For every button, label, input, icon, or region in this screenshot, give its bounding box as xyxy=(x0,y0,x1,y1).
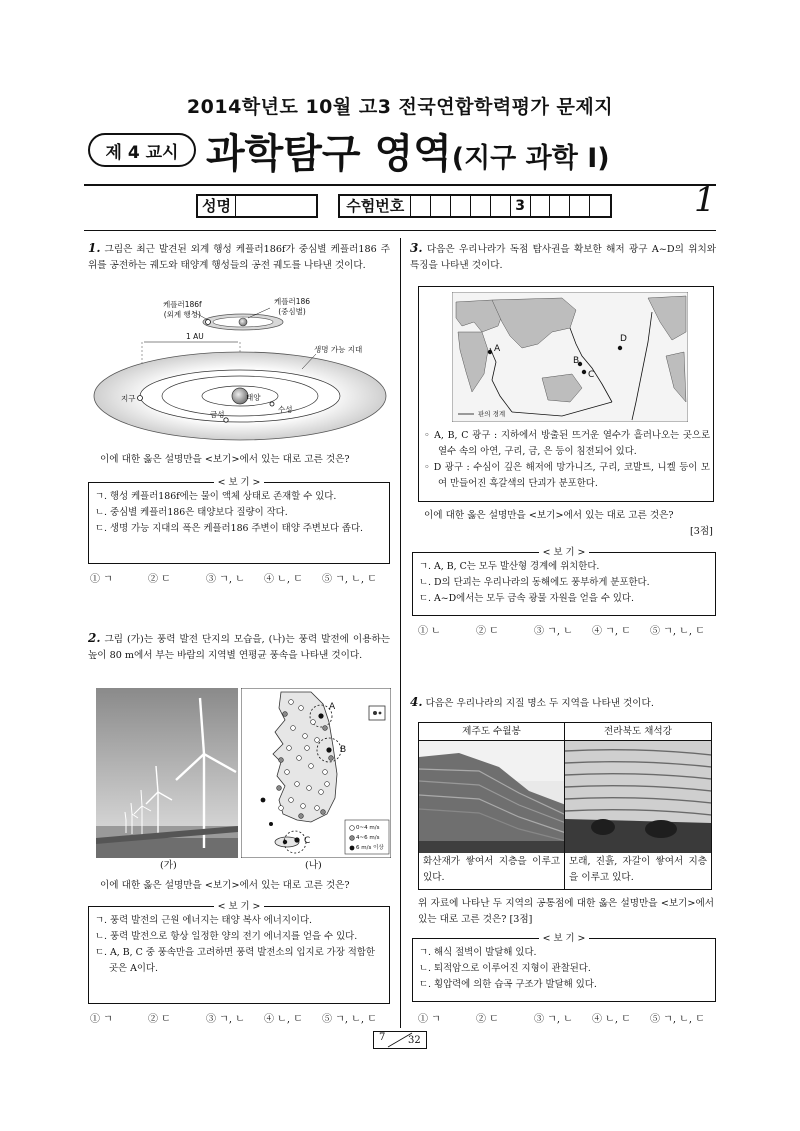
subject-subtitle: (지구 과학 Ⅰ) xyxy=(451,143,610,174)
choice-3[interactable]: ③ ㄱ, ㄴ xyxy=(206,1014,245,1025)
question-text: 다음은 우리나라의 지질 명소 두 지역을 나타낸 것이다. xyxy=(425,698,654,709)
suwolbong-photo xyxy=(419,741,565,853)
kepler186-name: 케플러186 xyxy=(274,297,311,306)
exam-title: 2014학년도 10월 고3 전국연합학력평가 문제지 xyxy=(186,96,614,118)
exam-number-cell[interactable] xyxy=(491,196,511,216)
page-counter xyxy=(373,1031,427,1049)
choice-2[interactable]: ② ㄷ xyxy=(476,1014,499,1025)
period-badge: 제 4 교시 xyxy=(88,133,196,167)
choice-2[interactable]: ② ㄷ xyxy=(148,574,171,585)
choice-1[interactable]: ① ㄱ xyxy=(90,1014,113,1025)
site-photos xyxy=(419,741,711,853)
choice-2[interactable]: ② ㄷ xyxy=(476,626,499,637)
bogi-item: ㄷ. 횡압력에 의한 습곡 구조가 발달해 있다. xyxy=(419,979,597,990)
map-point-a: A xyxy=(329,702,336,712)
exam-number-label: 수험번호 xyxy=(340,196,411,216)
bogi-item: ㄴ. 풍력 발전으로 항상 일정한 양의 전기 에너지를 얻을 수 있다. xyxy=(95,931,358,942)
marker-c xyxy=(582,370,586,374)
note-item: ◦ D 광구 : 수심이 깊은 해저에 망가니즈, 구리, 코발트, 니켈 등이 모여 만들어진 흑갈색의 단괴가 분포한다. xyxy=(424,462,710,489)
subject-title xyxy=(206,122,610,179)
bogi-item: ㄱ. 풍력 발전의 근원 에너지는 태양 복사 에너지이다. xyxy=(95,915,313,926)
bogi-box xyxy=(412,933,716,1002)
question-3 xyxy=(410,240,716,274)
question-1 xyxy=(88,240,390,274)
map-point-c: C xyxy=(588,370,595,380)
bogi-item: ㄱ. A, B, C는 모두 발산형 경계에 위치한다. xyxy=(419,561,600,572)
column-divider xyxy=(400,238,401,1028)
sun-label: 태양 xyxy=(246,393,261,402)
exam-number-cell[interactable] xyxy=(590,196,610,216)
bogi-box xyxy=(88,901,390,1004)
site-table-header xyxy=(419,723,711,741)
bogi-title: < 보 기 > xyxy=(89,899,389,915)
figure-a-label: (가) xyxy=(160,860,177,871)
exam-number-cell[interactable] xyxy=(431,196,451,216)
exam-number-cell[interactable] xyxy=(570,196,590,216)
question-text: 다음은 우리나라가 독점 탐사권을 확보한 해저 광구 A~D의 위치와 특징을 나타낸 것이다. xyxy=(410,244,716,271)
kepler186f-label xyxy=(163,300,202,320)
site-header: 전라북도 채석강 xyxy=(604,726,672,737)
orbit-diagram xyxy=(88,294,390,442)
answer-choices xyxy=(418,622,708,637)
question-prompt: 이에 대한 옳은 설명만을 <보기>에서 있는 대로 고른 것은? xyxy=(424,510,674,521)
bogi-item: ㄱ. 해식 절벽이 발달해 있다. xyxy=(419,947,537,958)
name-box xyxy=(196,194,318,218)
earth-planet xyxy=(138,396,143,401)
map-point-c: C xyxy=(304,836,311,846)
venus-label: 금성 xyxy=(210,410,225,419)
bogi-item: ㄷ. A, B, C 중 풍속만을 고려하면 풍력 발전소의 입지로 가장 적합한 곳은 A이다. xyxy=(95,947,375,974)
choice-4[interactable]: ④ ㄴ, ㄷ xyxy=(264,1014,303,1025)
marker-a xyxy=(488,350,492,354)
earth-label: 지구 xyxy=(121,394,136,403)
choice-3[interactable]: ③ ㄱ, ㄴ xyxy=(534,626,573,637)
marker-d xyxy=(618,346,622,350)
figure-b-label: (나) xyxy=(305,860,322,871)
legend-item: 0~4 m/s xyxy=(356,825,380,831)
kepler186-star xyxy=(239,318,247,326)
answer-choices xyxy=(90,570,380,585)
map-point-d: D xyxy=(620,334,627,344)
bogi-title: < 보 기 > xyxy=(89,475,389,491)
site-description: 모래, 진흙, 자갈이 쌓여서 지층을 이루고 있다. xyxy=(569,856,707,883)
site-table xyxy=(418,722,712,890)
bogi-item: ㄱ. 행성 케플러186f에는 물이 액체 상태로 존재할 수 있다. xyxy=(95,491,337,502)
legend-item: 6 m/s 이상 xyxy=(356,845,384,851)
exam-number-cell[interactable] xyxy=(411,196,431,216)
map-point-b: B xyxy=(340,745,347,755)
exam-number-cell[interactable] xyxy=(531,196,551,216)
question-number: 2. xyxy=(88,631,101,645)
question-text: 그림은 최근 발견된 외계 행성 케플러186f가 중심별 케플러186 주위를 공전하는 궤도와 태양계 행성들의 공전 궤도를 나타낸 것이다. xyxy=(88,244,390,271)
map-point-b: B xyxy=(573,356,580,366)
bogi-item: ㄴ. 퇴적암으로 이루어진 지형이 관찰된다. xyxy=(419,963,591,974)
header-rule-thin xyxy=(84,230,716,231)
choice-4[interactable]: ④ ㄴ, ㄷ xyxy=(592,1014,631,1025)
bogi-item: ㄴ. 중심별 케플러186은 태양보다 질량이 작다. xyxy=(95,507,288,518)
au-label: 1 AU xyxy=(186,332,204,341)
question-number: 3. xyxy=(410,241,423,255)
choice-1[interactable]: ① ㄱ xyxy=(90,574,113,585)
choice-4[interactable]: ④ ㄱ, ㄷ xyxy=(592,626,631,637)
subject-main: 과학탐구 영역 xyxy=(206,131,452,177)
bogi-title: < 보 기 > xyxy=(413,931,715,947)
choice-3[interactable]: ③ ㄱ, ㄴ xyxy=(534,1014,573,1025)
choice-1[interactable]: ① ㄴ xyxy=(418,626,441,637)
exam-number-cell[interactable]: 3 xyxy=(511,196,531,216)
bogi-item: ㄷ. A~D에서는 모두 금속 광물 자원을 얻을 수 있다. xyxy=(419,593,634,604)
note-item: ◦ A, B, C 광구 : 지하에서 방출된 뜨거운 열수가 흘러나오는 곳으로 열수 속의 아연, 구리, 금, 은 등이 침전되어 있다. xyxy=(424,430,710,457)
bogi-box xyxy=(88,477,390,564)
choice-3[interactable]: ③ ㄱ, ㄴ xyxy=(206,574,245,585)
choice-4[interactable]: ④ ㄴ, ㄷ xyxy=(264,574,303,585)
choice-5[interactable]: ⑤ ㄱ, ㄴ, ㄷ xyxy=(322,574,377,585)
legend-item: 4~6 m/s xyxy=(356,835,380,841)
question-text: 그림 (가)는 풍력 발전 단지의 모습을, (나)는 풍력 발전에 이용하는 높이 80 m에서 부는 바람의 지역별 연평균 풍속을 나타낸 것이다. xyxy=(88,634,390,661)
choice-5[interactable]: ⑤ ㄱ, ㄴ, ㄷ xyxy=(322,1014,377,1025)
map-legend: 판의 경계 xyxy=(478,410,506,418)
chaeseokgang-photo xyxy=(565,741,711,853)
bogi-box xyxy=(412,547,716,616)
score: [3점] xyxy=(690,526,713,537)
question-prompt: 위 자료에 나타난 두 지역의 공통점에 대한 옳은 설명만을 <보기>에서 있는 대로 고른 것은? [3점] xyxy=(418,898,714,925)
site-descriptions xyxy=(419,853,711,889)
bogi-title: < 보 기 > xyxy=(413,545,715,561)
question-prompt: 이에 대한 옳은 설명만을 <보기>에서 있는 대로 고른 것은? xyxy=(100,880,350,891)
legend xyxy=(356,823,384,853)
bogi-item: ㄷ. 생명 가능 지대의 폭은 케플러186 주변이 태양 주변보다 좁다. xyxy=(95,523,364,534)
mercury-label: 수성 xyxy=(278,405,293,414)
choice-5[interactable]: ⑤ ㄱ, ㄴ, ㄷ xyxy=(650,626,705,637)
page-number: 1 xyxy=(694,180,716,220)
name-label: 성명 xyxy=(198,196,236,216)
mercury-planet xyxy=(270,402,274,406)
exam-number-box xyxy=(338,194,612,218)
map-point-a: A xyxy=(494,344,501,354)
total-pages: 32 xyxy=(408,1035,421,1046)
zone-label: 생명 가능 지대 xyxy=(314,345,363,354)
exam-number-cell[interactable] xyxy=(550,196,570,216)
kepler186f-planet xyxy=(206,320,211,325)
question-number: 4. xyxy=(410,695,423,709)
kepler186-sub: (중심별) xyxy=(278,307,306,316)
kepler186f-name: 케플러186f xyxy=(163,300,202,309)
choice-2[interactable]: ② ㄷ xyxy=(148,1014,171,1025)
exam-number-cell[interactable] xyxy=(451,196,471,216)
site-description: 화산재가 쌓여서 지층을 이루고 있다. xyxy=(419,853,565,889)
question-prompt: 이에 대한 옳은 설명만을 <보기>에서 있는 대로 고른 것은? xyxy=(100,454,350,465)
site-header: 제주도 수월봉 xyxy=(419,723,565,740)
exam-number-cell[interactable] xyxy=(471,196,491,216)
header-rule xyxy=(84,184,716,186)
kepler186-label xyxy=(274,297,310,317)
question-2 xyxy=(88,630,390,664)
question-4 xyxy=(410,694,716,712)
choice-5[interactable]: ⑤ ㄱ, ㄴ, ㄷ xyxy=(650,1014,705,1025)
answer-choices xyxy=(90,1010,380,1025)
question-number: 1. xyxy=(88,241,101,255)
world-map xyxy=(452,292,688,422)
answer-choices xyxy=(418,1010,708,1025)
deposit-notes xyxy=(424,428,710,492)
choice-1[interactable]: ① ㄱ xyxy=(418,1014,441,1025)
wind-farm-photo xyxy=(96,688,238,858)
name-field[interactable] xyxy=(236,196,316,216)
bogi-item: ㄴ. D의 단괴는 우리나라의 동해에도 풍부하게 분포한다. xyxy=(419,577,650,588)
kepler186f-sub: (외계 행성) xyxy=(163,310,201,319)
current-page: 7 xyxy=(379,1032,386,1043)
